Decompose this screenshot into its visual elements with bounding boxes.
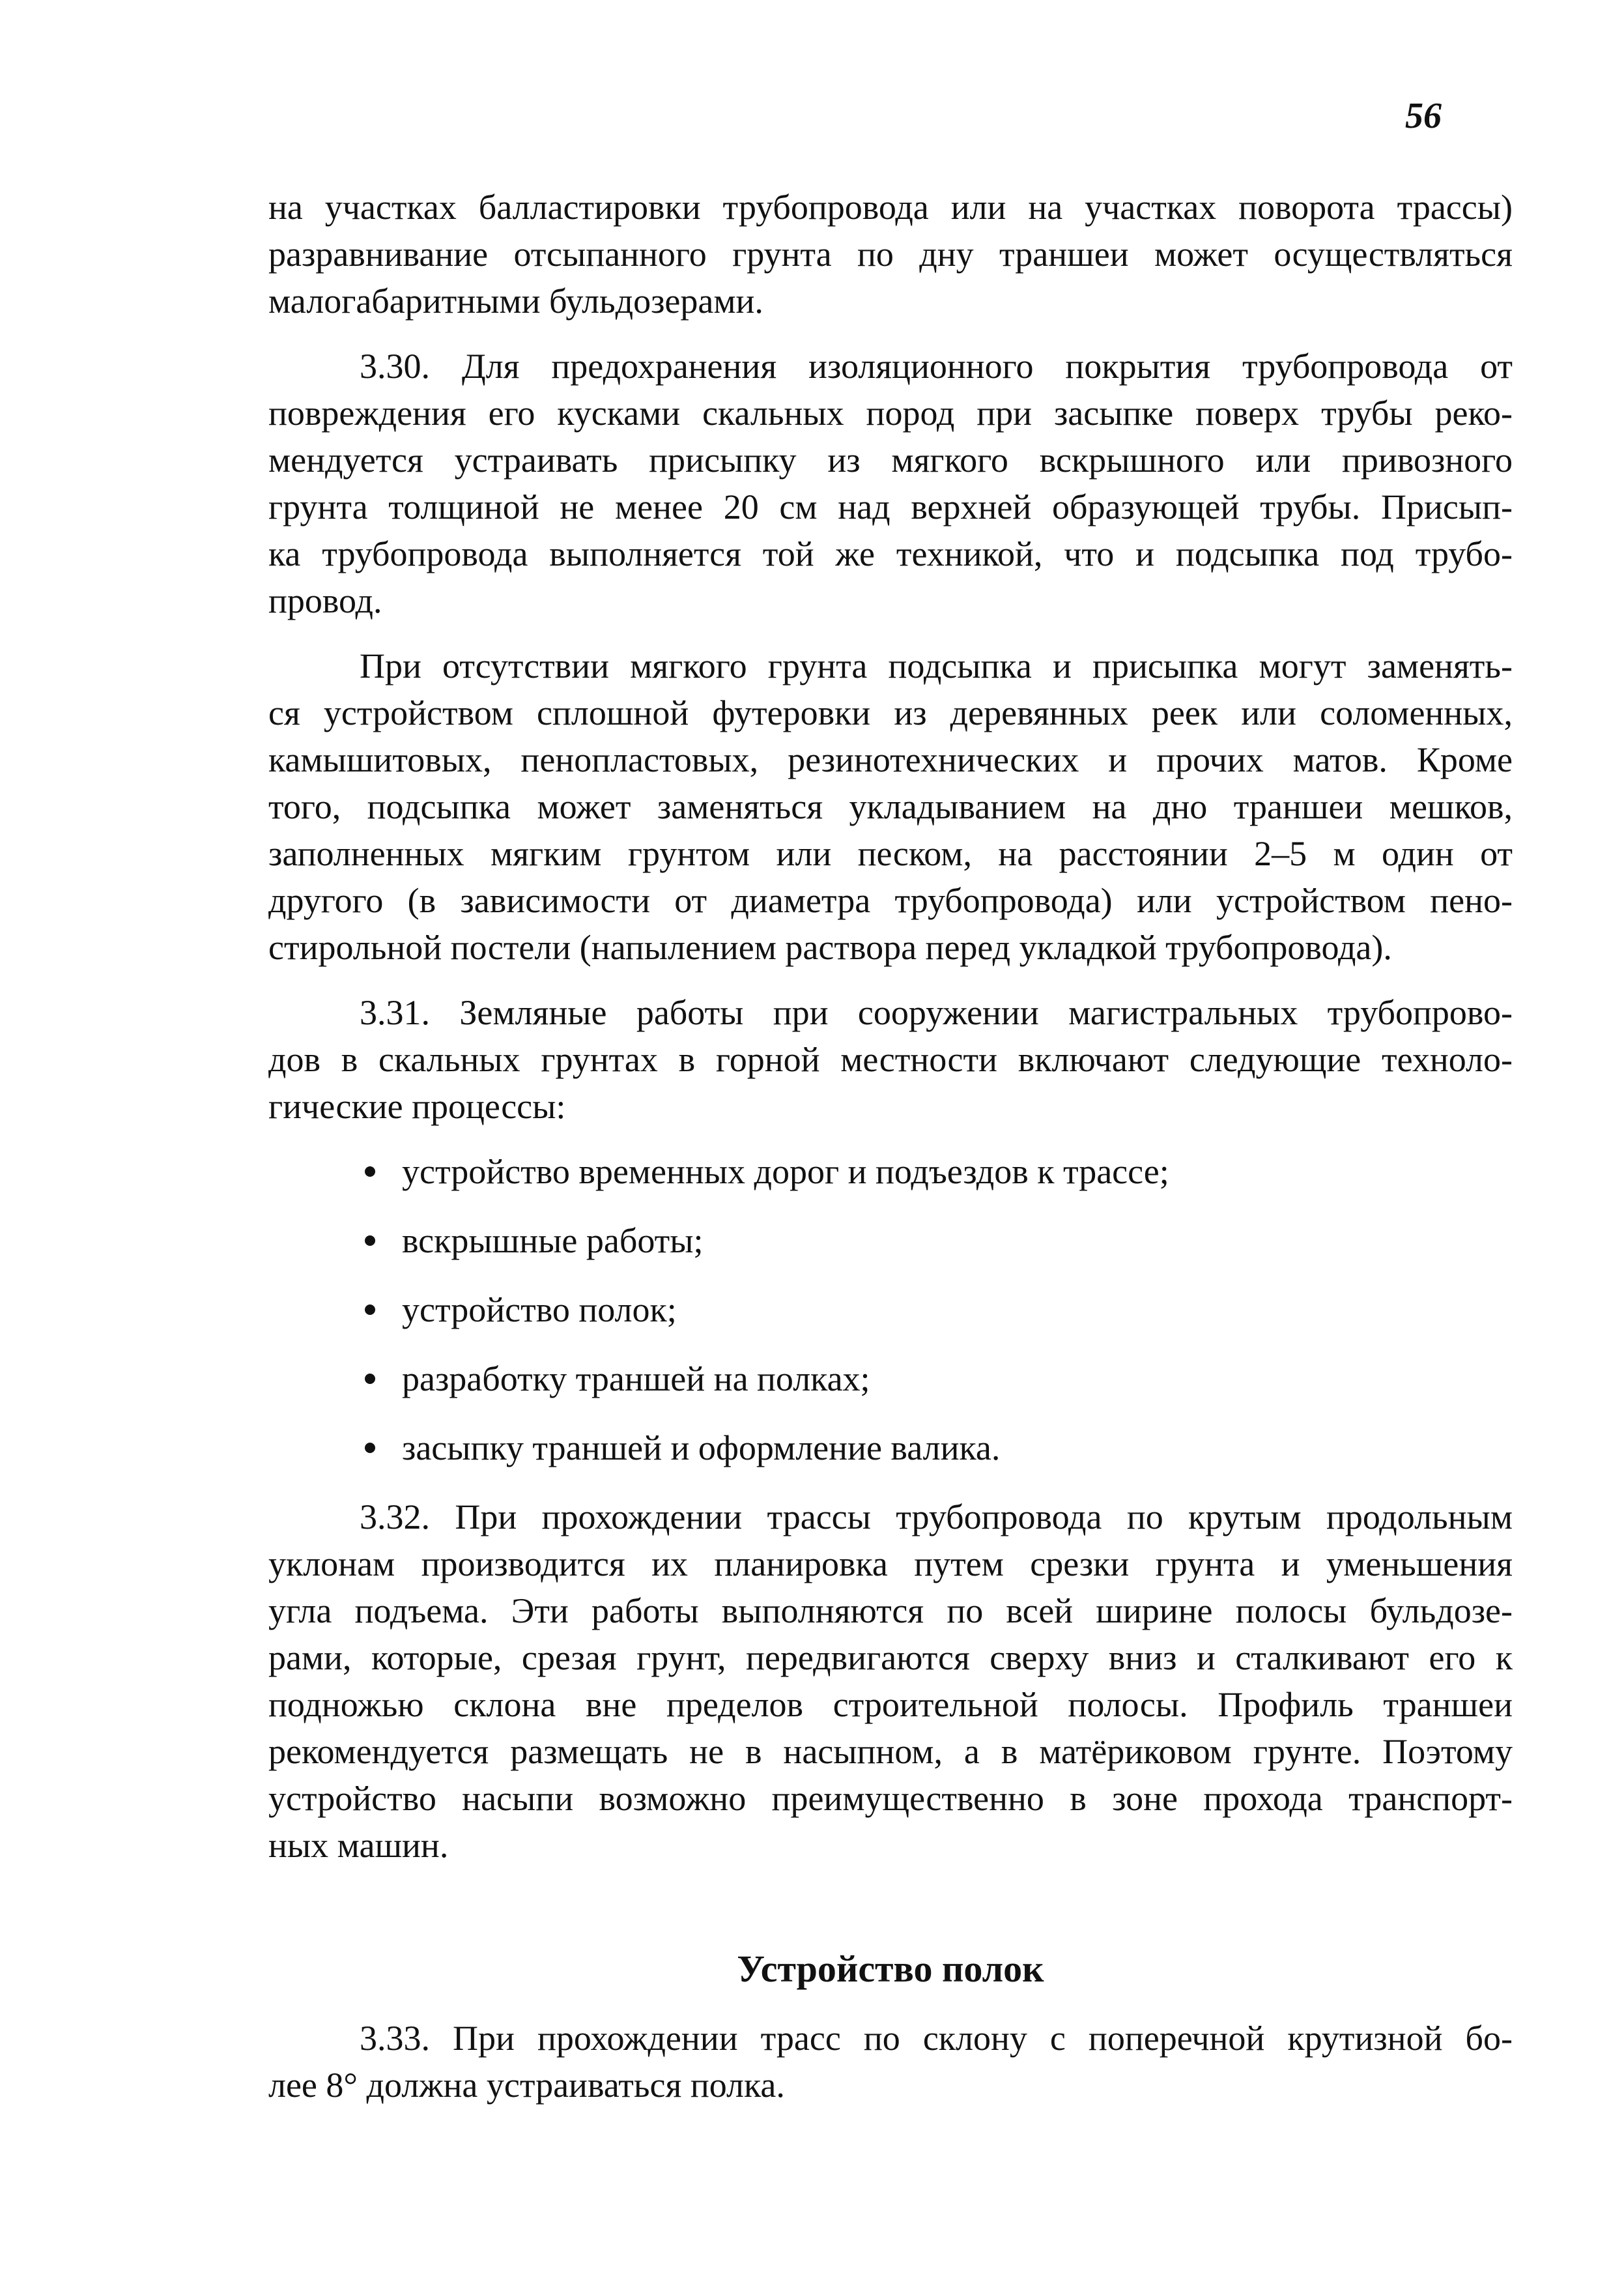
text-line: лее 8° должна устраиваться полка. xyxy=(268,2066,785,2105)
text-line: 3.30. Для предохранения изоляционного покрытия трубопровода от xyxy=(360,347,1513,386)
page-body xyxy=(268,184,1513,2127)
paragraph-3-32 xyxy=(268,1493,1513,1869)
text-line: провод. xyxy=(268,581,382,620)
text-line: повреждения его кусками скальных пород при засыпке поверх трубы реко- xyxy=(268,394,1513,433)
paragraph-3-30 xyxy=(268,343,1513,624)
bullet-icon xyxy=(365,1166,375,1177)
text-line: дов в скальных грунтах в горной местности включают следующие техноло- xyxy=(268,1040,1513,1079)
text-line: камышитовых, пенопластовых, резинотехнических и прочих матов. Кроме xyxy=(268,740,1513,779)
paragraph-3-30-continued xyxy=(268,642,1513,971)
paragraph-continuation xyxy=(268,184,1513,324)
text-line: стирольной постели (напылением раствора перед укладкой трубопровода). xyxy=(268,928,1392,967)
list-item-text: разработку траншей на полках; xyxy=(402,1359,870,1398)
text-line: грунта толщиной не менее 20 см над верхней образующей трубы. Присып- xyxy=(268,487,1513,526)
text-line: заполненных мягким грунтом или песком, на расстоянии 2–5 м один от xyxy=(268,834,1513,873)
text-line: ся устройством сплошной футеровки из деревянных реек или соломенных, xyxy=(268,693,1513,732)
bullet-icon xyxy=(365,1374,375,1384)
section-heading: Устройство полок xyxy=(737,1948,1044,1990)
text-line: мендуется устраивать присыпку из мягкого вскрышного или привозного xyxy=(268,440,1513,480)
list-item xyxy=(268,1424,1513,1471)
list-item xyxy=(268,1217,1513,1264)
list-item xyxy=(268,1286,1513,1333)
page-number: 56 xyxy=(1405,96,1442,136)
text-line: рами, которые, срезая грунт, передвигаются сверху вниз и сталкивают его к xyxy=(268,1638,1513,1677)
list-item xyxy=(268,1148,1513,1195)
bullet-icon xyxy=(365,1235,375,1246)
text-line: подножью склона вне пределов строительной полосы. Профиль траншеи xyxy=(268,1685,1513,1724)
list-item xyxy=(268,1355,1513,1402)
bullet-icon xyxy=(365,1304,375,1315)
paragraph-3-31 xyxy=(268,989,1513,1130)
text-line: 3.32. При прохождении трассы трубопровода по крутым продольным xyxy=(360,1497,1513,1536)
text-line: ных машин. xyxy=(268,1826,449,1865)
text-line: на участках балластировки трубопровода или на участках поворота трассы) xyxy=(268,188,1513,227)
text-line: уклонам производится их планировка путем срезки грунта и уменьшения xyxy=(268,1544,1513,1583)
text-line: того, подсыпка может заменяться укладыванием на дно траншеи мешков, xyxy=(268,787,1513,826)
text-line: рекомендуется размещать не в насыпном, а в матёриковом грунте. Поэтому xyxy=(268,1732,1513,1771)
text-line: другого (в зависимости от диаметра трубопровода) или устройством пено- xyxy=(268,881,1513,920)
text-line: угла подъема. Эти работы выполняются по всей ширине полосы бульдозе- xyxy=(268,1591,1513,1630)
text-line: ка трубопровода выполняется той же техникой, что и подсыпка под трубо- xyxy=(268,534,1513,573)
text-line: 3.33. При прохождении трасс по склону с поперечной крутизной бо- xyxy=(360,2019,1513,2058)
text-line: При отсутствии мягкого грунта подсыпка и присыпка могут заменять- xyxy=(360,646,1513,685)
list-item-text: устройство полок; xyxy=(402,1290,677,1329)
text-line: 3.31. Земляные работы при сооружении магистральных трубопрово- xyxy=(360,993,1513,1032)
list-item-text: вскрышные работы; xyxy=(402,1221,704,1260)
text-line: разравнивание отсыпанного грунта по дну траншеи может осуществляться xyxy=(268,235,1513,274)
bullet-icon xyxy=(365,1443,375,1453)
text-line: малогабаритными бульдозерами. xyxy=(268,281,763,321)
text-line: гические процессы: xyxy=(268,1087,566,1126)
text-line: устройство насыпи возможно преимущественно в зоне прохода транспорт- xyxy=(268,1779,1513,1818)
paragraph-3-33 xyxy=(268,2015,1513,2109)
process-list xyxy=(268,1148,1513,1471)
list-item-text: засыпку траншей и оформление валика. xyxy=(402,1428,1001,1467)
list-item-text: устройство временных дорог и подъездов к трассе; xyxy=(402,1152,1169,1191)
